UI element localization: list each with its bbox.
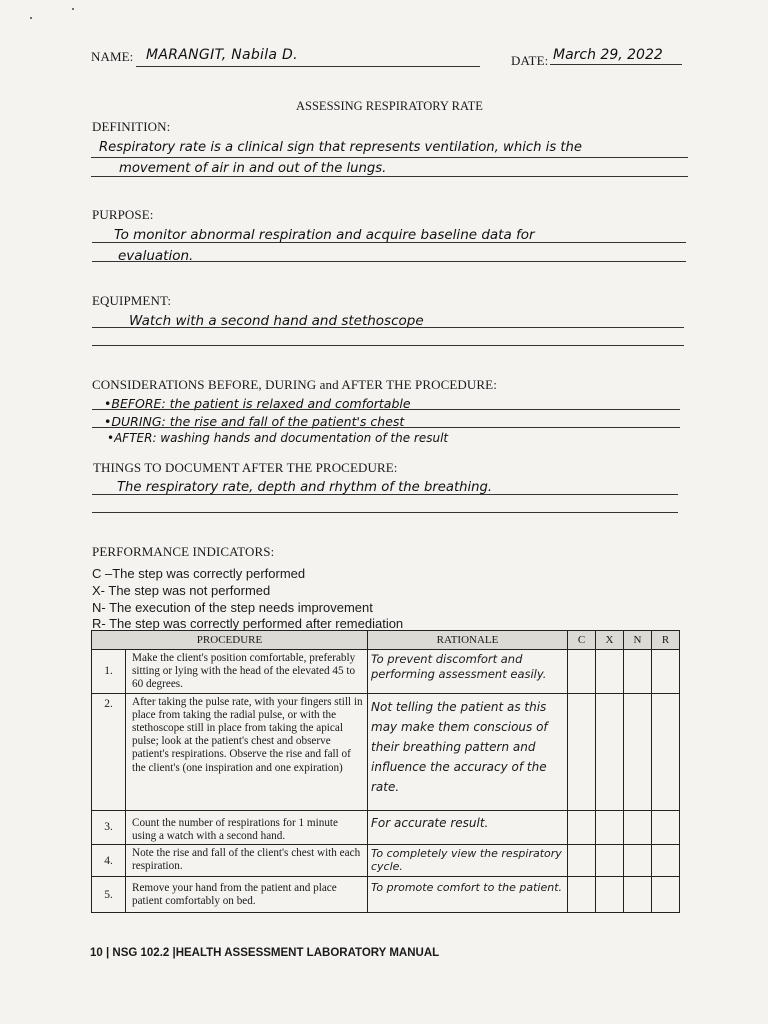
table-row: [92, 877, 680, 913]
step-procedure: Count the number of respirations for 1 minute using a watch with a second hand.: [126, 810, 368, 844]
table-row: [92, 650, 680, 694]
x-cell[interactable]: [596, 650, 624, 694]
n-cell[interactable]: [624, 810, 652, 844]
document-line-1: The respiratory rate, depth and rhythm of the breathing.: [117, 480, 493, 495]
date-value: March 29, 2022: [553, 47, 663, 63]
x-cell[interactable]: [596, 810, 624, 844]
definition-rule-2: [91, 176, 688, 177]
document-rule-2: [92, 512, 678, 513]
r-cell[interactable]: [652, 650, 680, 694]
equipment-rule-2: [92, 345, 684, 346]
table-row: [92, 845, 680, 877]
n-cell[interactable]: [624, 877, 652, 913]
considerations-during: •DURING: the rise and fall of the patient's chest: [104, 414, 405, 429]
table-header-row: [92, 631, 680, 650]
indicator-r: R- The step was correctly performed after remediation: [92, 616, 404, 631]
n-cell[interactable]: [624, 650, 652, 694]
step-rationale: To promote comfort to the patient.: [368, 877, 568, 913]
indicator-x: X- The step was not performed: [92, 583, 271, 598]
page-footer: 10 | NSG 102.2 |HEALTH ASSESSMENT LABORATORY MANUAL: [90, 947, 440, 959]
c-cell[interactable]: [568, 845, 596, 877]
step-number: 5.: [92, 877, 126, 913]
step-rationale: To prevent discomfort and performing assessment easily.: [368, 650, 568, 694]
considerations-label: CONSIDERATIONS BEFORE, DURING and AFTER THE PROCEDURE:: [92, 377, 497, 392]
step-rationale: To completely view the respiratory cycle.: [368, 845, 568, 877]
x-cell[interactable]: [596, 845, 624, 877]
document-rule-1: [92, 494, 678, 495]
step-procedure: Note the rise and fall of the client's chest with each respiration.: [126, 845, 368, 877]
step-number: 3.: [92, 810, 126, 844]
name-label: NAME:: [91, 49, 134, 64]
r-cell[interactable]: [652, 693, 680, 810]
purpose-line-1: To monitor abnormal respiration and acquire baseline data for: [114, 227, 535, 243]
equipment-line-1: Watch with a second hand and stethoscope: [129, 313, 424, 329]
procedure-header: PROCEDURE: [92, 631, 368, 650]
x-header: X: [596, 631, 624, 650]
purpose-label: PURPOSE:: [92, 207, 154, 222]
definition-rule-1: [91, 157, 688, 158]
document-label: THINGS TO DOCUMENT AFTER THE PROCEDURE:: [93, 460, 398, 475]
page-title: ASSESSING RESPIRATORY RATE: [296, 99, 483, 113]
table-row: [92, 810, 680, 844]
indicator-n: N- The execution of the step needs improvement: [92, 600, 373, 615]
scan-speck: [30, 17, 32, 19]
name-value: MARANGIT, Nabila D.: [146, 47, 298, 63]
c-cell[interactable]: [568, 877, 596, 913]
rationale-header: RATIONALE: [368, 631, 568, 650]
definition-label: DEFINITION:: [92, 119, 171, 134]
procedure-table: [91, 630, 680, 913]
equipment-rule-1: [92, 327, 684, 328]
considerations-rule-2: [92, 427, 680, 428]
n-header: N: [624, 631, 652, 650]
step-procedure: After taking the pulse rate, with your fingers still in place from taking the radial pulse, or with the stethoscope still in place from taking the apical pulse; look at the patient's chest and observe patient's respirations. Observe the rise and fall of the client's (one inspiration and one expiration): [126, 693, 368, 810]
purpose-line-2: evaluation.: [118, 248, 194, 264]
considerations-rule-1: [92, 409, 680, 410]
step-procedure: Remove your hand from the patient and place patient comfortably on bed.: [126, 877, 368, 913]
c-header: C: [568, 631, 596, 650]
c-cell[interactable]: [568, 810, 596, 844]
definition-line-1: Respiratory rate is a clinical sign that represents ventilation, which is the: [99, 140, 583, 155]
purpose-rule-1: [92, 242, 686, 243]
indicator-c: C –The step was correctly performed: [92, 566, 306, 581]
step-procedure: Make the client's position comfortable, preferably sitting or lying with the head of the elevated 45 to 60 degrees.: [126, 650, 368, 694]
x-cell[interactable]: [596, 877, 624, 913]
x-cell[interactable]: [596, 693, 624, 810]
purpose-rule-2: [92, 261, 686, 262]
r-cell[interactable]: [652, 845, 680, 877]
r-header: R: [652, 631, 680, 650]
step-number: 1.: [92, 650, 126, 694]
date-label: DATE:: [511, 53, 549, 68]
step-rationale: For accurate result.: [368, 810, 568, 844]
n-cell[interactable]: [624, 693, 652, 810]
n-cell[interactable]: [624, 845, 652, 877]
c-cell[interactable]: [568, 693, 596, 810]
considerations-before: •BEFORE: the patient is relaxed and comfortable: [104, 396, 411, 411]
definition-line-2: movement of air in and out of the lungs.: [119, 161, 387, 176]
table-row: [92, 693, 680, 810]
c-cell[interactable]: [568, 650, 596, 694]
r-cell[interactable]: [652, 810, 680, 844]
step-rationale: Not telling the patient as this may make them conscious of their breathing pattern and influence the accuracy of the rate.: [368, 693, 568, 810]
equipment-label: EQUIPMENT:: [92, 293, 172, 308]
considerations-after: •AFTER: washing hands and documentation of the result: [107, 431, 449, 445]
step-number: 4.: [92, 845, 126, 877]
date-underline: [550, 64, 682, 65]
scan-speck: [72, 8, 74, 10]
name-underline: [136, 66, 480, 67]
performance-label: PERFORMANCE INDICATORS:: [92, 544, 275, 559]
step-number: 2.: [92, 693, 126, 810]
r-cell[interactable]: [652, 877, 680, 913]
